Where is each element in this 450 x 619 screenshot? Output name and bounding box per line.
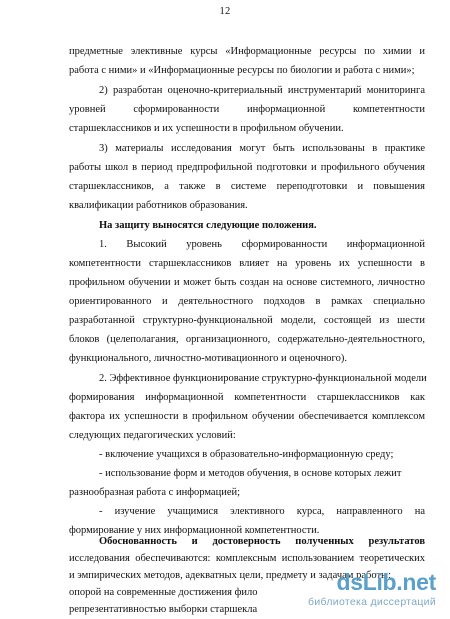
text-line: следующих педагогических условий: [69,430,236,441]
text-line: 2) разработан оценочно-критериальный инструментарий мониторинга [99,85,425,96]
text-line: функционального, личностно-мотивационного и оценочного). [69,353,347,364]
text-line: и эмпирических методов, адекватных цели, предмету и задачам работы; [69,570,392,581]
text-line: компетентности старшеклассников влияет на уровень их успешности в [69,258,425,269]
list-item: - включение учащихся в образовательно-информационную среду; [99,449,394,460]
text-line: ориентированного и деятельностного подходов в рамках специально [69,296,425,307]
page-number: 12 [219,6,231,17]
section-heading: На защиту выносятся следующие положения. [99,220,317,231]
watermark-subtitle: библиотека диссертаций [308,596,436,608]
text-line: старшеклассников, а также в системе переподготовки и повышения [69,181,425,192]
text-line: профильном обучении и может быть создан на основе системного, личностно [69,277,425,288]
list-item: - изучение учащимися элективного курса, направленного на [99,506,425,517]
text-line: формирование у них информационной компетентности. [69,525,320,536]
text-line: старшеклассников и их успешности в профильном обучении. [69,123,344,134]
text-line: квалификации работников образования. [69,200,248,211]
text-line: опорой на современные достижения фило [69,587,258,598]
text-line: формирования информационной компетентности старшеклассников как [69,392,425,403]
text-line: блоков (целеполагания, организационного, содержательно-деятельностного, [69,334,425,345]
text-line: предметные элективные курсы «Информационные ресурсы по химии и [69,46,425,57]
text-line: разработанной структурно-функциональной модели, состоящей из шести [69,315,425,326]
dslib-watermark [286,569,436,613]
text-line: репрезентативностью выборки старшекла [69,604,258,615]
text-line: уровней сформированности информационной компетентности [69,104,425,115]
text-line: исследования обеспечиваются: комплексным использованием теоретических [69,553,425,564]
text-line: разнообразная работа с информацией; [69,487,241,498]
text-line: работа с ними» и «Информационные ресурсы по биологии и работа с ними»; [69,65,415,76]
text-line-bold: Обоснованность и достоверность полученных результатов [99,536,425,547]
text-line: фактора их успешности в профильном обучении обеспечивается комплексом [69,411,425,422]
watermark-title: dsLib.net [336,569,436,595]
list-item: - использование форм и методов обучения, в основе которых лежит [99,468,402,479]
text-line: 2. Эффективное функционирование структурно-функциональной модели [99,373,427,384]
text-line: 3) материалы исследования могут быть использованы в практике [99,143,425,154]
text-line: 1. Высокий уровень сформированности информационной [99,239,425,250]
text-line: работы школ в период предпрофильной подготовки и профильного обучения [69,162,425,173]
